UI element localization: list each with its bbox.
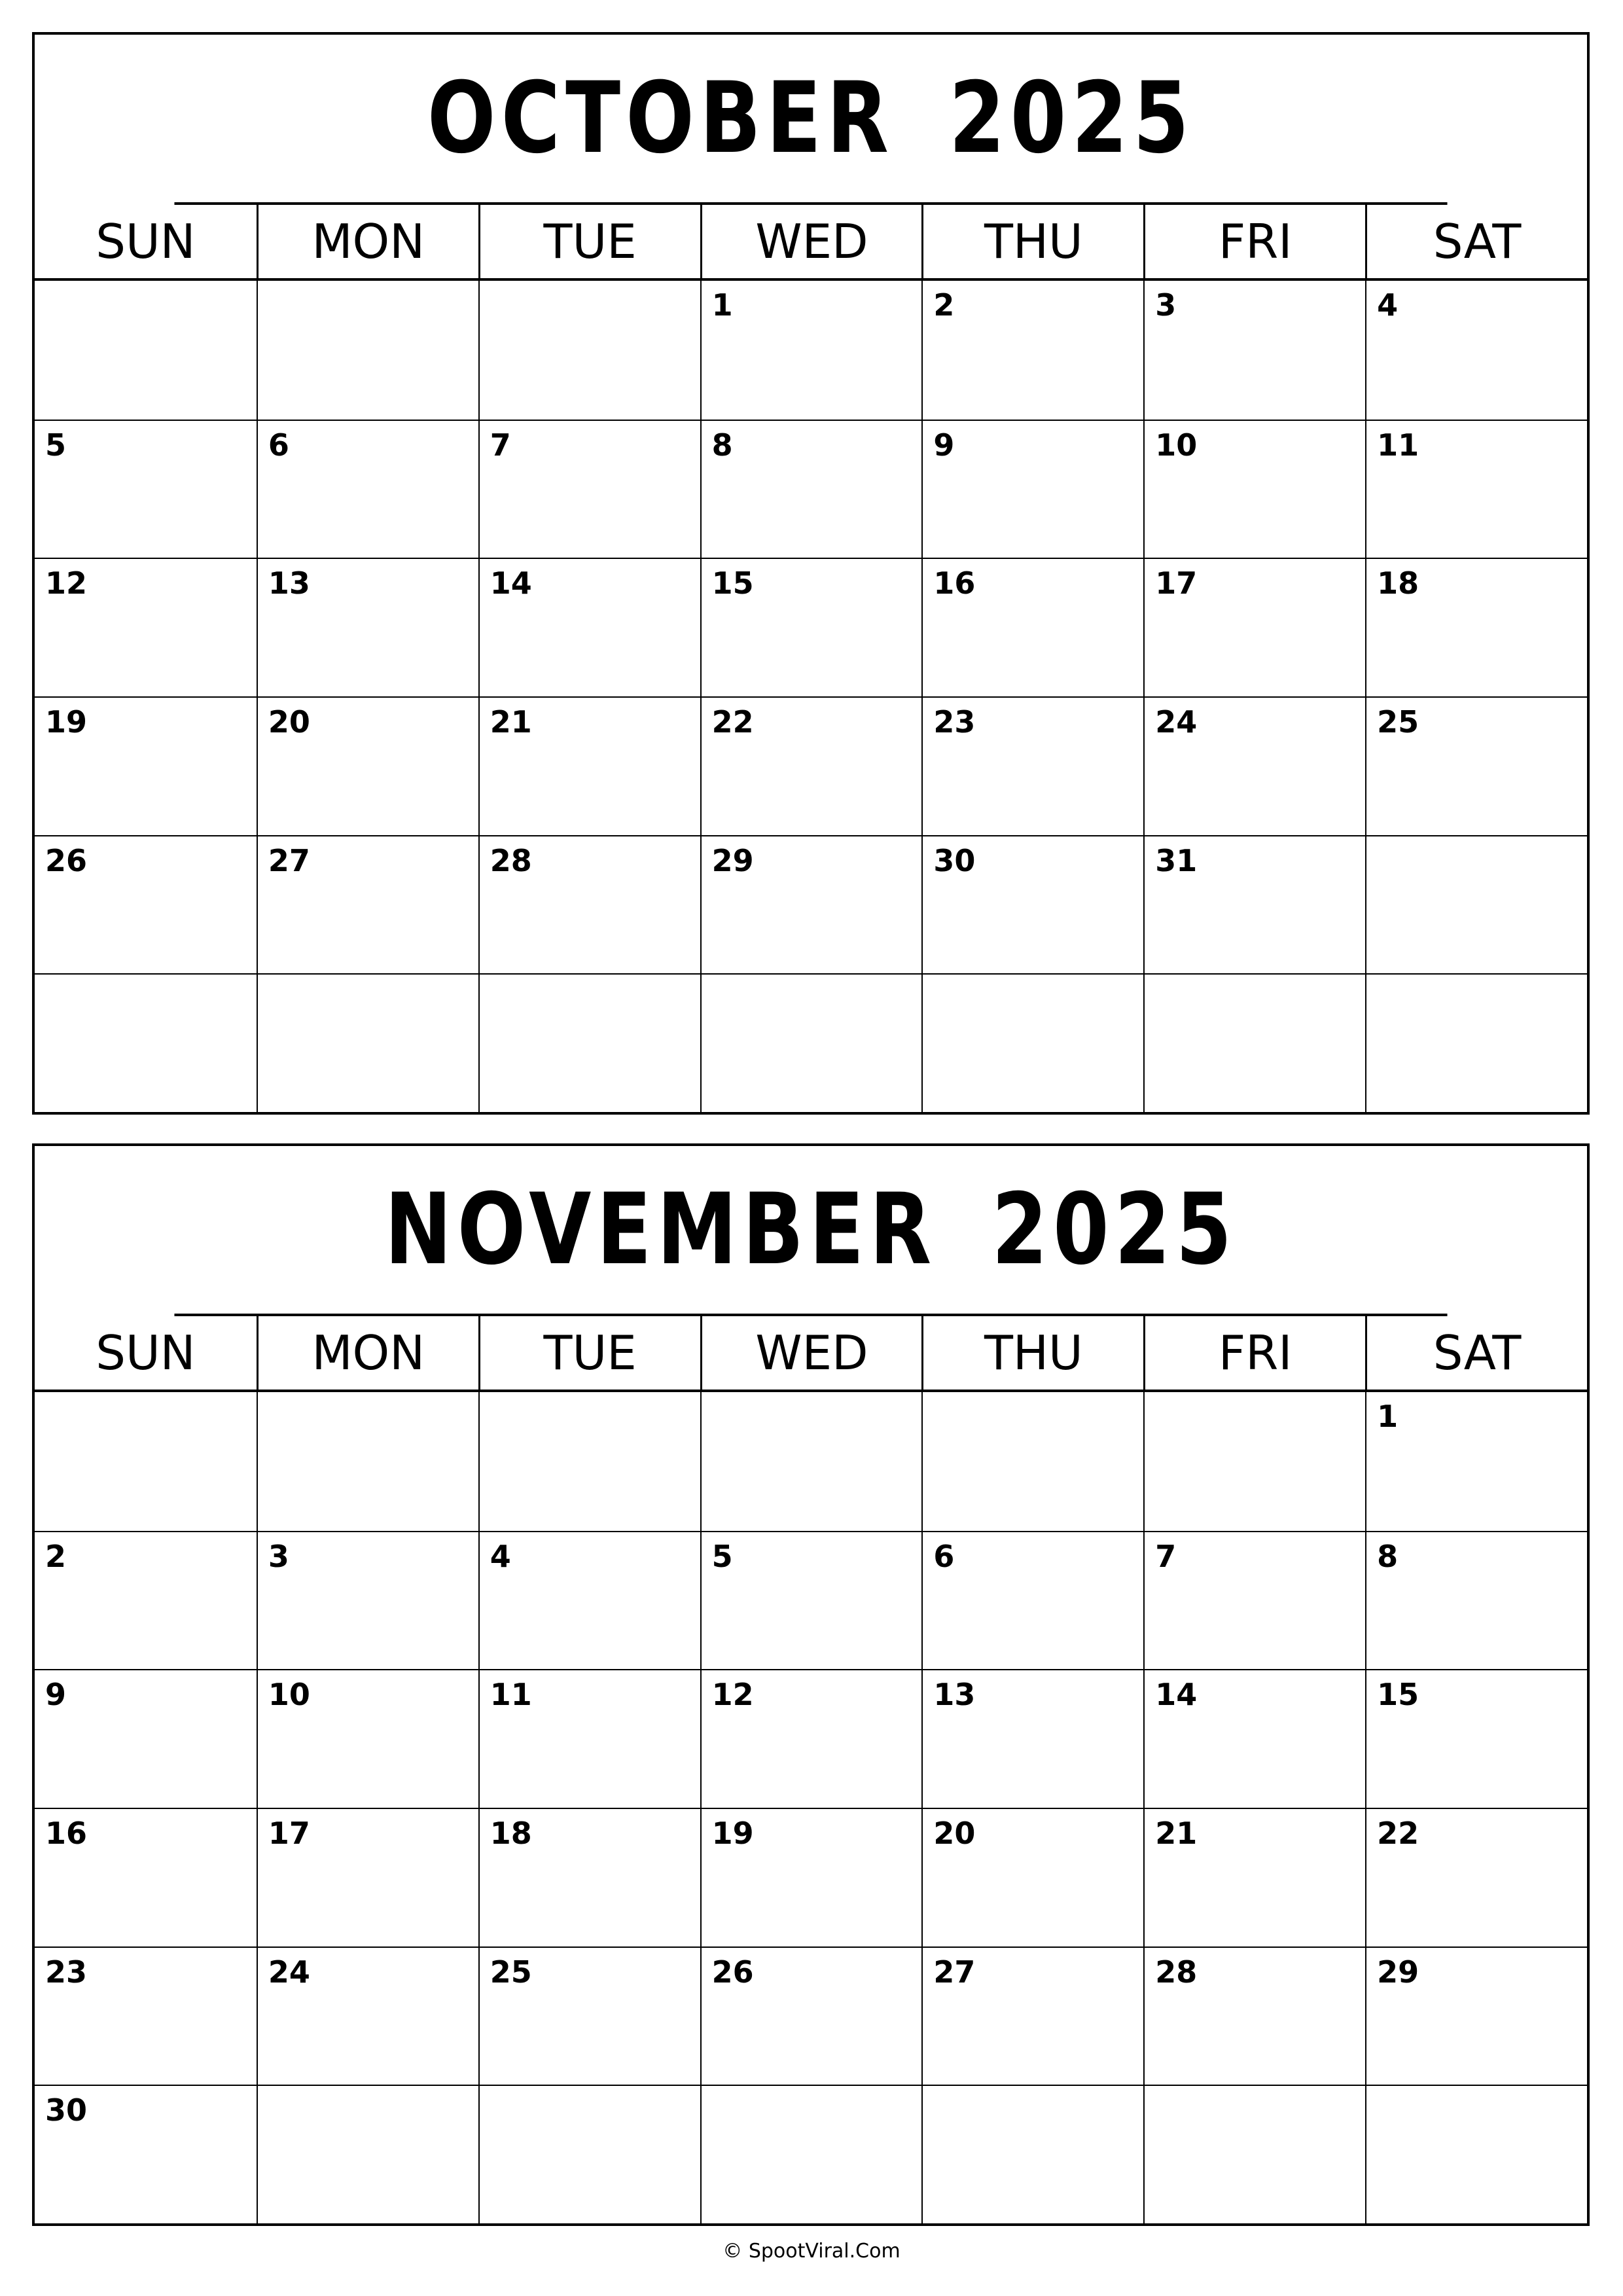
day-cell <box>35 973 257 1112</box>
day-cell <box>1365 1531 1587 1670</box>
day-cell <box>478 1946 700 2085</box>
day-cell <box>35 281 257 420</box>
day-cell <box>478 420 700 558</box>
month-title: OCTOBER 2025 <box>174 35 1447 205</box>
day-cell <box>478 281 700 420</box>
day-cell <box>1365 696 1587 835</box>
day-cell <box>257 1392 478 1531</box>
day-cell <box>921 1531 1143 1670</box>
day-cell <box>257 281 478 420</box>
day-cell <box>1143 973 1365 1112</box>
day-number: 13 <box>268 565 310 601</box>
day-cell <box>700 1946 922 2085</box>
day-cell <box>478 696 700 835</box>
day-number: 31 <box>1155 842 1198 878</box>
day-cell <box>257 835 478 974</box>
day-cell <box>700 281 922 420</box>
day-cell <box>1365 973 1587 1112</box>
day-number: 19 <box>711 1816 754 1851</box>
day-number: 18 <box>490 1816 532 1851</box>
day-number: 30 <box>45 2092 88 2128</box>
day-number: 15 <box>711 565 754 601</box>
day-number: 19 <box>45 704 88 740</box>
day-cell <box>478 835 700 974</box>
day-grid <box>35 1392 1587 2223</box>
copyright-footer: © SpootViral.Com <box>722 2240 901 2263</box>
day-cell <box>921 973 1143 1112</box>
day-number: 2 <box>45 1538 67 1574</box>
day-cell <box>1365 1808 1587 1946</box>
day-cell <box>257 558 478 696</box>
day-number: 16 <box>45 1816 88 1851</box>
day-cell <box>700 696 922 835</box>
day-cell <box>257 1531 478 1670</box>
day-number: 29 <box>1377 1954 1419 1990</box>
weekday-label: SUN <box>96 214 196 269</box>
weekday-label: WED <box>700 1316 922 1390</box>
weekday-label: FRI <box>1143 1316 1365 1390</box>
day-cell <box>1143 1531 1365 1670</box>
day-cell <box>921 1808 1143 1946</box>
day-cell <box>921 558 1143 696</box>
calendar-november <box>32 1143 1590 2226</box>
day-cell <box>1143 281 1365 420</box>
day-number: 16 <box>933 565 976 601</box>
day-cell <box>921 420 1143 558</box>
day-cell <box>1365 835 1587 974</box>
day-number: 28 <box>1155 1954 1198 1990</box>
day-number: 6 <box>933 1538 955 1574</box>
day-cell <box>921 696 1143 835</box>
day-cell <box>478 1669 700 1808</box>
day-cell <box>478 2085 700 2223</box>
day-number: 9 <box>933 427 955 463</box>
day-cell <box>700 1392 922 1531</box>
weekday-header <box>35 1316 1587 1392</box>
day-cell <box>700 558 922 696</box>
day-number: 11 <box>1377 427 1419 463</box>
day-cell <box>921 1946 1143 2085</box>
day-cell <box>35 1669 257 1808</box>
day-cell <box>1143 835 1365 974</box>
weekday-label: THU <box>921 1316 1143 1390</box>
day-cell <box>921 2085 1143 2223</box>
day-number: 10 <box>1155 427 1198 463</box>
day-number: 20 <box>933 1816 976 1851</box>
weekday-label: MON <box>257 1316 478 1390</box>
day-cell <box>1365 1946 1587 2085</box>
day-number: 1 <box>711 287 733 323</box>
day-cell <box>921 1669 1143 1808</box>
day-number: 3 <box>268 1538 289 1574</box>
day-number: 15 <box>1377 1677 1419 1713</box>
day-cell <box>921 1392 1143 1531</box>
day-number: 23 <box>45 1954 88 1990</box>
weekday-label: SAT <box>1365 1316 1587 1390</box>
day-cell <box>478 558 700 696</box>
day-number: 26 <box>45 842 88 878</box>
day-cell <box>1365 2085 1587 2223</box>
day-cell <box>35 420 257 558</box>
day-cell <box>700 973 922 1112</box>
day-number: 3 <box>1155 287 1177 323</box>
day-cell <box>1143 2085 1365 2223</box>
day-cell <box>1143 1946 1365 2085</box>
day-number: 17 <box>268 1816 310 1851</box>
day-cell <box>700 1531 922 1670</box>
day-number: 14 <box>490 565 532 601</box>
day-cell <box>1365 420 1587 558</box>
weekday-header <box>35 205 1587 281</box>
day-cell <box>700 835 922 974</box>
weekday-label: TUE <box>478 1316 700 1390</box>
day-number: 24 <box>268 1954 310 1990</box>
day-number: 30 <box>933 842 976 878</box>
weekday-label: WED <box>700 205 922 278</box>
day-cell <box>35 1808 257 1946</box>
day-cell <box>1143 1392 1365 1531</box>
day-cell <box>35 1392 257 1531</box>
day-number: 27 <box>268 842 310 878</box>
day-number: 11 <box>490 1677 532 1713</box>
day-number: 27 <box>933 1954 976 1990</box>
day-cell <box>257 1669 478 1808</box>
day-cell <box>700 420 922 558</box>
month-title: NOVEMBER 2025 <box>174 1146 1447 1316</box>
day-cell <box>921 281 1143 420</box>
day-number: 4 <box>1377 287 1399 323</box>
day-cell <box>1365 281 1587 420</box>
day-cell <box>35 1946 257 2085</box>
day-cell <box>35 835 257 974</box>
day-cell <box>921 835 1143 974</box>
weekday-label: FRI <box>1143 205 1365 278</box>
day-number: 2 <box>933 287 955 323</box>
weekday-label: THU <box>921 205 1143 278</box>
day-number: 17 <box>1155 565 1198 601</box>
day-cell <box>35 558 257 696</box>
day-number: 8 <box>1377 1538 1399 1574</box>
day-number: 21 <box>490 704 532 740</box>
weekday-label: SAT <box>1365 205 1587 278</box>
day-number: 5 <box>45 427 67 463</box>
day-grid <box>35 281 1587 1112</box>
day-number: 12 <box>711 1677 754 1713</box>
day-number: 20 <box>268 704 310 740</box>
day-cell <box>1143 558 1365 696</box>
day-number: 22 <box>711 704 754 740</box>
day-number: 6 <box>268 427 289 463</box>
day-cell <box>35 696 257 835</box>
weekday-label: TUE <box>478 205 700 278</box>
day-number: 28 <box>490 842 532 878</box>
day-cell <box>257 2085 478 2223</box>
day-cell <box>1365 558 1587 696</box>
day-number: 13 <box>933 1677 976 1713</box>
day-number: 18 <box>1377 565 1419 601</box>
day-number: 29 <box>711 842 754 878</box>
day-cell <box>257 973 478 1112</box>
day-cell <box>700 2085 922 2223</box>
day-cell <box>257 1808 478 1946</box>
day-number: 25 <box>1377 704 1419 740</box>
day-number: 8 <box>711 427 733 463</box>
day-cell <box>1143 420 1365 558</box>
day-cell <box>478 1531 700 1670</box>
day-number: 22 <box>1377 1816 1419 1851</box>
day-number: 21 <box>1155 1816 1198 1851</box>
day-number: 9 <box>45 1677 67 1713</box>
day-cell <box>1143 696 1365 835</box>
day-number: 4 <box>490 1538 511 1574</box>
day-number: 14 <box>1155 1677 1198 1713</box>
day-number: 7 <box>1155 1538 1177 1574</box>
day-cell <box>257 420 478 558</box>
day-cell <box>478 973 700 1112</box>
day-cell <box>257 696 478 835</box>
day-cell <box>35 2085 257 2223</box>
weekday-label: MON <box>257 205 478 278</box>
day-cell <box>700 1808 922 1946</box>
day-cell <box>1365 1669 1587 1808</box>
day-cell <box>1143 1669 1365 1808</box>
day-number: 5 <box>711 1538 733 1574</box>
day-cell <box>257 1946 478 2085</box>
day-number: 7 <box>490 427 511 463</box>
day-cell <box>1365 1392 1587 1531</box>
day-number: 23 <box>933 704 976 740</box>
calendar-october <box>32 32 1590 1115</box>
day-cell <box>1143 1808 1365 1946</box>
day-cell <box>700 1669 922 1808</box>
day-cell <box>478 1808 700 1946</box>
day-number: 12 <box>45 565 88 601</box>
weekday-label: SUN <box>96 1325 196 1380</box>
day-cell <box>478 1392 700 1531</box>
day-number: 24 <box>1155 704 1198 740</box>
day-number: 25 <box>490 1954 532 1990</box>
day-number: 10 <box>268 1677 310 1713</box>
day-cell <box>35 1531 257 1670</box>
day-number: 1 <box>1377 1399 1399 1434</box>
day-number: 26 <box>711 1954 754 1990</box>
